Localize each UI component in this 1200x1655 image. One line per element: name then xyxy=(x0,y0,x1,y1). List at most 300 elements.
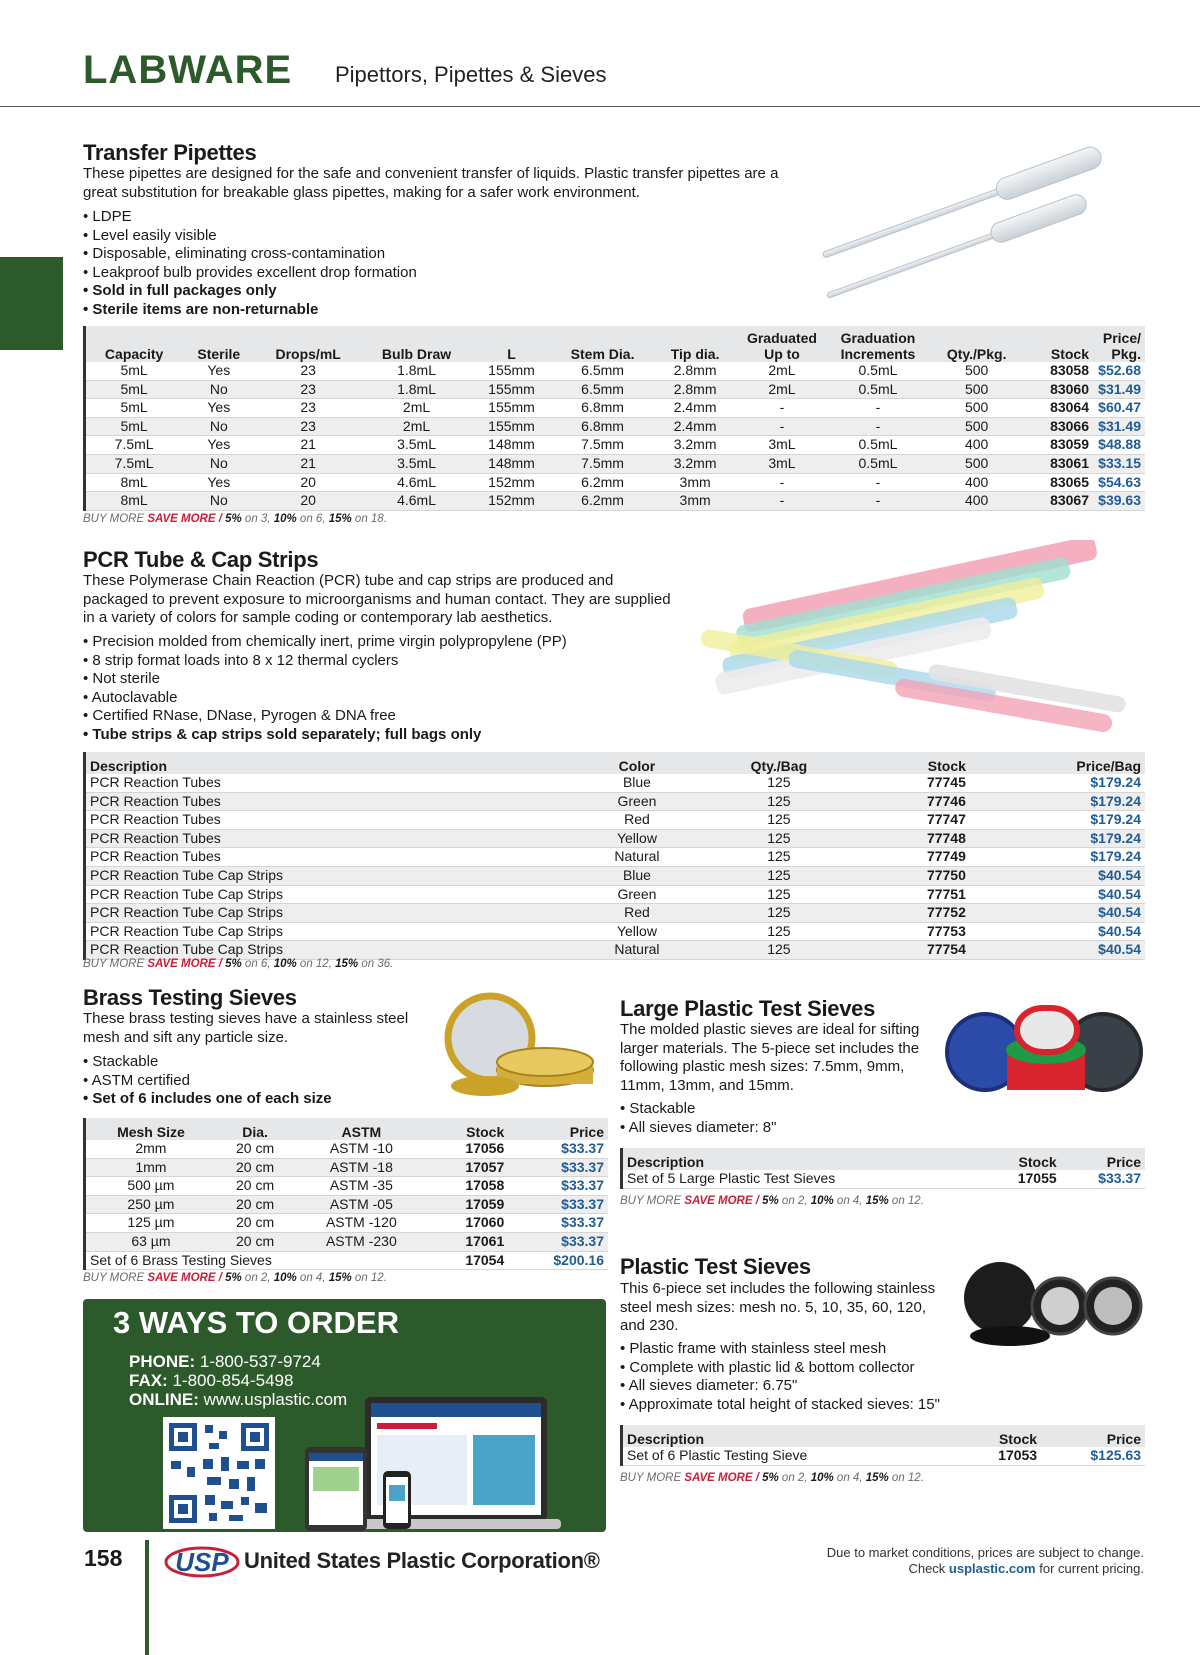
table-cell: 6.2mm xyxy=(551,473,654,492)
bmsm-on: on 36. xyxy=(358,958,394,970)
pcr-strips-image xyxy=(675,540,1145,740)
col-header: Bulb Draw xyxy=(361,326,472,362)
table-cell: No xyxy=(182,380,255,399)
col-header: L xyxy=(472,326,551,362)
large-plastic-sieves-image xyxy=(945,1000,1145,1100)
bmsm-on: on 6, xyxy=(296,513,329,525)
col-header: Price xyxy=(1041,1425,1145,1447)
order-box xyxy=(83,1299,606,1532)
table-cell: 20 cm xyxy=(216,1177,294,1196)
col-header: Sterile xyxy=(182,326,255,362)
pcr-title: PCR Tube & Cap Strips xyxy=(83,547,319,572)
table-cell: 500 µm xyxy=(85,1177,216,1196)
col-header: Tip dia. xyxy=(654,326,736,362)
table-cell: Natural xyxy=(573,848,701,867)
feature-item: • Complete with plastic lid & bottom collector xyxy=(620,1359,940,1378)
table-cell: 0.5mL xyxy=(828,436,928,455)
bmsm-on: on 4, xyxy=(833,1472,866,1484)
price: $33.37 xyxy=(1061,1170,1145,1188)
col-header: Price xyxy=(508,1118,608,1140)
table-cell: No xyxy=(182,417,255,436)
table-cell: 155mm xyxy=(472,417,551,436)
table-cell: 63 µm xyxy=(85,1232,216,1251)
table-cell: 5mL xyxy=(85,399,183,418)
table-cell: 125 xyxy=(701,829,857,848)
bmsm-on: on 4, xyxy=(833,1195,866,1207)
transfer-pipette-image xyxy=(810,140,1130,300)
table-row xyxy=(85,380,1146,399)
buy-more-note xyxy=(83,1272,387,1284)
large-plastic-sieves-rows xyxy=(622,1170,1146,1188)
table-cell: 3.2mm xyxy=(654,454,736,473)
table-cell: 0.5mL xyxy=(828,380,928,399)
price: $31.49 xyxy=(1093,380,1145,399)
table-cell: 0.5mL xyxy=(828,362,928,380)
table-cell: 125 xyxy=(701,792,857,811)
table-cell: 125 xyxy=(701,848,857,867)
table-cell: 20 cm xyxy=(216,1158,294,1177)
table-cell: 5mL xyxy=(85,417,183,436)
col-header: Description xyxy=(622,1148,983,1170)
table-cell: 125 xyxy=(701,811,857,830)
plastic-sieves-desc: This 6-piece set includes the following stainless steel mesh sizes: mesh no. 5, 10, 35, 60, 120, and 230. xyxy=(620,1280,936,1334)
bmsm-pct: 5% xyxy=(225,1272,242,1284)
stock-number: 83066 xyxy=(1025,417,1093,436)
plastic-sieves-title: Plastic Test Sieves xyxy=(620,1254,811,1279)
table-row xyxy=(85,473,1146,492)
table-cell: Yellow xyxy=(573,829,701,848)
table-row xyxy=(85,1158,609,1177)
buy-more-note xyxy=(83,513,387,525)
online-label: ONLINE: xyxy=(129,1390,199,1409)
bmsm-sep: / xyxy=(215,513,226,525)
table-row xyxy=(85,362,1146,380)
feature-item: • ASTM certified xyxy=(83,1072,332,1091)
col-header: Stock xyxy=(428,1118,508,1140)
pricing-note-post: for current pricing. xyxy=(1035,1561,1144,1576)
bmsm-pct: 15% xyxy=(865,1472,889,1484)
table-cell: 3.5mL xyxy=(361,436,472,455)
table-cell: 400 xyxy=(928,473,1025,492)
table-cell: 7.5mm xyxy=(551,454,654,473)
footer-divider xyxy=(145,1540,149,1655)
stock-number: 17053 xyxy=(958,1447,1041,1465)
col-header: Color xyxy=(573,752,701,774)
table-cell: Yes xyxy=(182,473,255,492)
stock-number: 17061 xyxy=(428,1232,508,1251)
phone-number[interactable]: 1-800-537-9724 xyxy=(199,1352,321,1371)
table-row xyxy=(85,399,1146,418)
stock-number: 77747 xyxy=(857,811,970,830)
stock-number: 77748 xyxy=(857,829,970,848)
plastic-sieves-table xyxy=(620,1425,1145,1466)
transfer-pipettes-title: Transfer Pipettes xyxy=(83,140,257,165)
table-row xyxy=(85,1214,609,1233)
table-cell: 4.6mL xyxy=(361,473,472,492)
table-cell: 7.5mL xyxy=(85,436,183,455)
header-divider xyxy=(0,106,1200,107)
phone-label: PHONE: xyxy=(129,1352,196,1371)
table-cell: 3.2mm xyxy=(654,436,736,455)
price: $33.37 xyxy=(508,1140,608,1158)
table-cell: 125 xyxy=(701,904,857,923)
table-cell: 2.4mm xyxy=(654,417,736,436)
table-cell: 6.2mm xyxy=(551,492,654,511)
feature-item: • Set of 6 includes one of each size xyxy=(83,1090,332,1109)
table-cell: 1.8mL xyxy=(361,380,472,399)
feature-item: • Sterile items are non-returnable xyxy=(83,301,417,320)
usplastic-link[interactable]: usplastic.com xyxy=(948,1561,1036,1576)
table-cell: 8mL xyxy=(85,492,183,511)
feature-item: • Autoclavable xyxy=(83,689,567,708)
table-cell: 500 xyxy=(928,417,1025,436)
price: $40.54 xyxy=(970,885,1145,904)
col-header: ASTM xyxy=(294,1118,428,1140)
table-cell: 125 xyxy=(701,866,857,885)
bmsm-lead: BUY MORE xyxy=(83,1272,145,1284)
price: $33.37 xyxy=(508,1214,608,1233)
pcr-desc: These Polymerase Chain Reaction (PCR) tube and cap strips are produced and packaged to prevent exposure to microorganisms and human contact. They are supplied in a variety of colors for sample coding or contemporary lab aesthetics. xyxy=(83,572,671,626)
stock-number: 83060 xyxy=(1025,380,1093,399)
transfer-pipettes-desc: These pipettes are designed for the safe and convenient transfer of liquids. Plastic transfer pipettes are a great substitution for breakable glass pipettes, making for a safer work environment. xyxy=(83,165,779,201)
bmsm-lead: BUY MORE xyxy=(83,958,145,970)
feature-item: • Plastic frame with stainless steel mesh xyxy=(620,1340,940,1359)
large-plastic-sieves-table xyxy=(620,1148,1145,1189)
feature-item: • Leakproof bulb provides excellent drop formation xyxy=(83,264,417,283)
table-cell: Set of 6 Plastic Testing Sieve xyxy=(622,1447,958,1465)
price: $179.24 xyxy=(970,848,1145,867)
table-cell: Green xyxy=(573,885,701,904)
table-cell: 148mm xyxy=(472,436,551,455)
table-cell: 20 xyxy=(255,473,361,492)
table-cell: PCR Reaction Tubes xyxy=(85,792,573,811)
table-cell: Set of 5 Large Plastic Test Sieves xyxy=(622,1170,983,1188)
price: $200.16 xyxy=(508,1251,608,1270)
stock-number: 17060 xyxy=(428,1214,508,1233)
table-cell: 2mm xyxy=(85,1140,216,1158)
table-cell: 8mL xyxy=(85,473,183,492)
table-cell: PCR Reaction Tube Cap Strips xyxy=(85,885,573,904)
table-cell: 21 xyxy=(255,436,361,455)
bmsm-on: on 6, xyxy=(241,958,274,970)
table-cell: ASTM -10 xyxy=(294,1140,428,1158)
stock-number: 83059 xyxy=(1025,436,1093,455)
table-cell: 7.5mL xyxy=(85,454,183,473)
stock-number: 77746 xyxy=(857,792,970,811)
table-cell: 500 xyxy=(928,399,1025,418)
qr-code-icon[interactable] xyxy=(163,1417,275,1529)
bmsm-on: on 4, xyxy=(296,1272,329,1284)
stock-number: 77751 xyxy=(857,885,970,904)
bmsm-save: SAVE MORE xyxy=(684,1195,753,1207)
feature-item: • All sieves diameter: 6.75" xyxy=(620,1377,940,1396)
bmsm-pct: 10% xyxy=(273,1272,297,1284)
stock-number: 77753 xyxy=(857,922,970,941)
large-plastic-sieves-desc: The molded plastic sieves are ideal for sifting larger materials. The 5-piece set includes the following plastic mesh sizes: 7.5mm, 9mm, 11mm, 13mm, and 15mm. xyxy=(620,1021,920,1094)
col-header: Stock xyxy=(857,752,970,774)
bmsm-pct: 10% xyxy=(273,513,297,525)
table-cell: Blue xyxy=(573,866,701,885)
bmsm-save: SAVE MORE xyxy=(147,958,216,970)
col-header: Stem Dia. xyxy=(551,326,654,362)
stock-number: 83067 xyxy=(1025,492,1093,511)
bmsm-on: on 2, xyxy=(778,1472,811,1484)
pcr-table xyxy=(83,752,1145,960)
stock-number: 77750 xyxy=(857,866,970,885)
stock-number: 77745 xyxy=(857,774,970,792)
table-cell: PCR Reaction Tubes xyxy=(85,774,573,792)
table-cell: 23 xyxy=(255,417,361,436)
bmsm-on: on 12. xyxy=(351,1272,387,1284)
price: $40.54 xyxy=(970,922,1145,941)
table-row xyxy=(85,811,1146,830)
col-header: Price xyxy=(1061,1148,1145,1170)
table-cell: PCR Reaction Tubes xyxy=(85,848,573,867)
table-row xyxy=(85,1251,609,1270)
table-cell: ASTM -18 xyxy=(294,1158,428,1177)
stock-number: 17054 xyxy=(428,1251,508,1270)
col-header: Dia. xyxy=(216,1118,294,1140)
table-cell: 23 xyxy=(255,362,361,380)
brass-sieves-rows xyxy=(85,1140,609,1270)
stock-number: 77754 xyxy=(857,941,970,960)
table-cell: PCR Reaction Tube Cap Strips xyxy=(85,922,573,941)
table-cell: PCR Reaction Tube Cap Strips xyxy=(85,941,573,960)
bmsm-lead: BUY MORE xyxy=(620,1472,682,1484)
bmsm-on: on 2, xyxy=(778,1195,811,1207)
bmsm-sep: / xyxy=(215,958,226,970)
table-cell: 20 cm xyxy=(216,1140,294,1158)
brass-sieves-title: Brass Testing Sieves xyxy=(83,985,297,1010)
stock-number: 83064 xyxy=(1025,399,1093,418)
stock-number: 17057 xyxy=(428,1158,508,1177)
table-row xyxy=(85,922,1146,941)
col-header: Drops/mL xyxy=(255,326,361,362)
table-cell: 152mm xyxy=(472,492,551,511)
table-cell: 23 xyxy=(255,399,361,418)
table-row xyxy=(85,941,1146,960)
brass-sieves-table xyxy=(83,1118,608,1270)
table-cell: 3.5mL xyxy=(361,454,472,473)
price: $39.63 xyxy=(1093,492,1145,511)
table-row xyxy=(85,1177,609,1196)
table-cell: Yellow xyxy=(573,922,701,941)
table-cell: 6.5mm xyxy=(551,380,654,399)
table-row xyxy=(622,1170,1146,1188)
table-cell: 400 xyxy=(928,436,1025,455)
bmsm-pct: 5% xyxy=(762,1472,779,1484)
usp-logo xyxy=(164,1544,240,1580)
table-cell: 20 cm xyxy=(216,1214,294,1233)
pcr-rows xyxy=(85,774,1146,959)
table-row xyxy=(85,829,1146,848)
price: $33.15 xyxy=(1093,454,1145,473)
table-cell: 3mL xyxy=(736,454,828,473)
bmsm-lead: BUY MORE xyxy=(620,1195,682,1207)
col-header: Description xyxy=(622,1425,958,1447)
stock-number: 77752 xyxy=(857,904,970,923)
bmsm-on: on 18. xyxy=(351,513,387,525)
table-cell: 4.6mL xyxy=(361,492,472,511)
stock-number: 17058 xyxy=(428,1177,508,1196)
table-cell: ASTM -120 xyxy=(294,1214,428,1233)
price: $179.24 xyxy=(970,792,1145,811)
section-tab xyxy=(0,257,63,350)
feature-item: • LDPE xyxy=(83,208,417,227)
bmsm-save: SAVE MORE xyxy=(147,1272,216,1284)
website-devices-image xyxy=(303,1395,563,1532)
table-cell: Green xyxy=(573,792,701,811)
price: $125.63 xyxy=(1041,1447,1145,1465)
table-cell: Yes xyxy=(182,436,255,455)
table-cell: 155mm xyxy=(472,399,551,418)
feature-item: • 8 strip format loads into 8 x 12 thermal cyclers xyxy=(83,652,567,671)
table-row xyxy=(85,848,1146,867)
table-cell: 250 µm xyxy=(85,1195,216,1214)
table-cell: Yes xyxy=(182,362,255,380)
table-row xyxy=(85,454,1146,473)
transfer-pipettes-table xyxy=(83,326,1145,511)
table-cell: 20 xyxy=(255,492,361,511)
table-row xyxy=(85,904,1146,923)
table-cell: 400 xyxy=(928,492,1025,511)
pcr-features xyxy=(83,633,567,744)
table-cell: No xyxy=(182,454,255,473)
table-cell: 125 xyxy=(701,941,857,960)
table-cell: - xyxy=(828,417,928,436)
price: $179.24 xyxy=(970,829,1145,848)
table-cell: Red xyxy=(573,904,701,923)
table-cell: 125 xyxy=(701,922,857,941)
buy-more-note xyxy=(620,1472,924,1484)
table-row xyxy=(85,492,1146,511)
table-cell: 23 xyxy=(255,380,361,399)
table-cell: 2mL xyxy=(736,362,828,380)
table-cell: 2.8mm xyxy=(654,362,736,380)
table-cell: 1.8mL xyxy=(361,362,472,380)
order-fax xyxy=(129,1371,293,1390)
table-cell: 125 xyxy=(701,774,857,792)
price: $52.68 xyxy=(1093,362,1145,380)
table-cell: 6.5mm xyxy=(551,362,654,380)
bmsm-lead: BUY MORE xyxy=(83,513,145,525)
table-cell: 20 cm xyxy=(216,1195,294,1214)
feature-item: • All sieves diameter: 8" xyxy=(620,1119,776,1138)
table-cell: 20 cm xyxy=(216,1232,294,1251)
col-header: Mesh Size xyxy=(85,1118,216,1140)
website-link[interactable]: www.usplastic.com xyxy=(203,1390,348,1409)
pricing-note-pre: Check xyxy=(908,1561,949,1576)
bmsm-on: on 3, xyxy=(241,513,274,525)
table-cell: 2mL xyxy=(361,399,472,418)
table-row xyxy=(85,792,1146,811)
table-cell: 3mm xyxy=(654,473,736,492)
brass-sieves-features xyxy=(83,1053,332,1109)
table-cell: Yes xyxy=(182,399,255,418)
table-cell: 1mm xyxy=(85,1158,216,1177)
stock-number: 17059 xyxy=(428,1195,508,1214)
table-cell: 21 xyxy=(255,454,361,473)
fax-number[interactable]: 1-800-854-5498 xyxy=(172,1371,294,1390)
table-cell: - xyxy=(736,473,828,492)
bmsm-on: on 12. xyxy=(888,1195,924,1207)
table-cell: 0.5mL xyxy=(828,454,928,473)
table-cell: 148mm xyxy=(472,454,551,473)
table-cell: 7.5mm xyxy=(551,436,654,455)
fax-label: FAX: xyxy=(129,1371,168,1390)
price: $54.63 xyxy=(1093,473,1145,492)
col-header: Stock xyxy=(958,1425,1041,1447)
table-cell: 5mL xyxy=(85,380,183,399)
table-row xyxy=(85,1195,609,1214)
brass-sieves-image xyxy=(435,990,605,1100)
price: $179.24 xyxy=(970,774,1145,792)
table-cell: 500 xyxy=(928,454,1025,473)
bmsm-pct: 15% xyxy=(328,1272,352,1284)
stock-number: 83061 xyxy=(1025,454,1093,473)
price: $33.37 xyxy=(508,1195,608,1214)
table-cell: 5mL xyxy=(85,362,183,380)
buy-more-note xyxy=(83,958,393,970)
col-header: Price/Bag xyxy=(970,752,1145,774)
bmsm-pct: 5% xyxy=(225,958,242,970)
bmsm-on: on 12, xyxy=(296,958,336,970)
table-cell: 155mm xyxy=(472,380,551,399)
stock-number: 83065 xyxy=(1025,473,1093,492)
bmsm-on: on 12. xyxy=(888,1472,924,1484)
bmsm-save: SAVE MORE xyxy=(147,513,216,525)
table-cell: Red xyxy=(573,811,701,830)
table-row xyxy=(85,1232,609,1251)
pricing-note xyxy=(827,1545,1144,1577)
table-row xyxy=(85,866,1146,885)
large-plastic-sieves-features xyxy=(620,1100,776,1137)
table-cell: PCR Reaction Tube Cap Strips xyxy=(85,866,573,885)
usp-logo-text: USP xyxy=(175,1547,229,1577)
feature-item: • Certified RNase, DNase, Pyrogen & DNA free xyxy=(83,707,567,726)
col-header: Qty./Bag xyxy=(701,752,857,774)
feature-item: • Precision molded from chemically inert, prime virgin polypropylene (PP) xyxy=(83,633,567,652)
bmsm-save: SAVE MORE xyxy=(684,1472,753,1484)
table-cell: 125 xyxy=(701,885,857,904)
brass-sieves-desc: These brass testing sieves have a stainless steel mesh and sift any particle size. xyxy=(83,1010,409,1046)
bmsm-pct: 10% xyxy=(273,958,297,970)
price: $33.37 xyxy=(508,1177,608,1196)
table-row xyxy=(622,1447,1146,1465)
large-plastic-sieves-title: Large Plastic Test Sieves xyxy=(620,996,876,1021)
table-cell: 6.8mm xyxy=(551,399,654,418)
company-name: United States Plastic Corporation® xyxy=(244,1548,600,1573)
table-cell: 500 xyxy=(928,362,1025,380)
price: $33.37 xyxy=(508,1158,608,1177)
order-title: 3 WAYS TO ORDER xyxy=(113,1305,399,1340)
table-cell: 125 µm xyxy=(85,1214,216,1233)
table-cell: PCR Reaction Tubes xyxy=(85,811,573,830)
feature-item: • Stackable xyxy=(83,1053,332,1072)
col-header: Capacity xyxy=(85,326,183,362)
table-cell: - xyxy=(828,492,928,511)
col-header: Qty./Pkg. xyxy=(928,326,1025,362)
table-cell: 2.8mm xyxy=(654,380,736,399)
table-cell: Set of 6 Brass Testing Sieves xyxy=(85,1251,429,1270)
order-phone xyxy=(129,1352,321,1371)
bmsm-on: on 2, xyxy=(241,1272,274,1284)
table-cell: 3mL xyxy=(736,436,828,455)
col-header: Graduation Increments xyxy=(828,326,928,362)
bmsm-pct: 15% xyxy=(865,1195,889,1207)
col-header: Graduated Up to xyxy=(736,326,828,362)
page-title: LABWARE xyxy=(83,48,293,92)
